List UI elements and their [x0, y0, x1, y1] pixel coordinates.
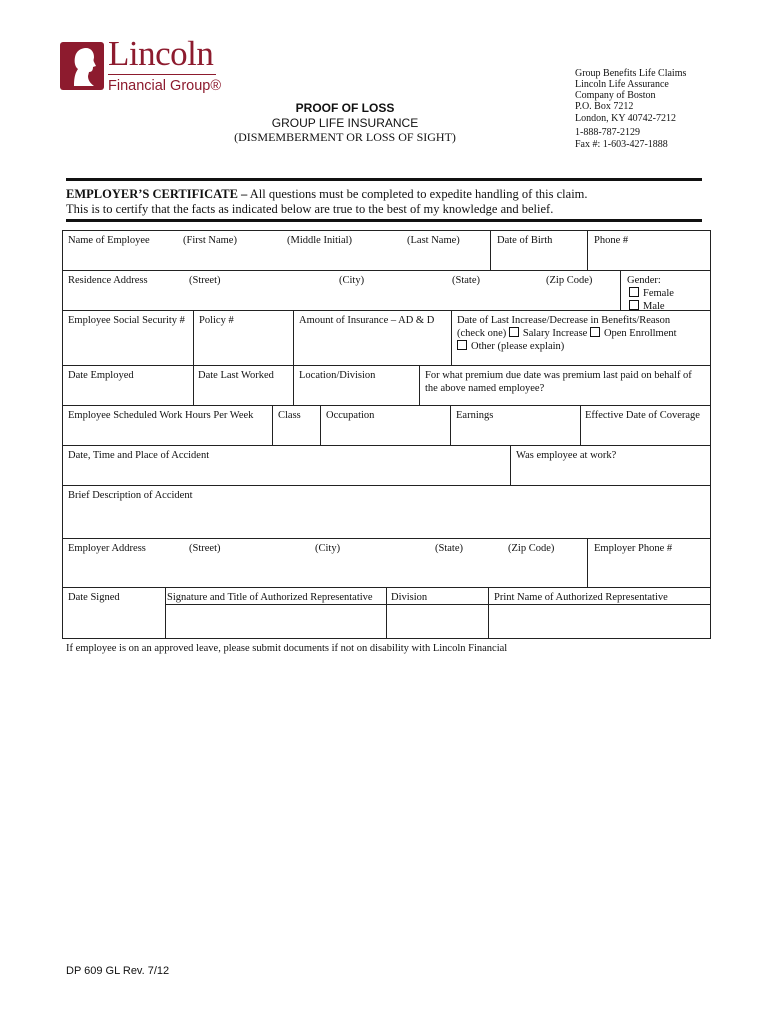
grid-line: [62, 638, 711, 639]
label-name-of-employee: Name of Employee: [68, 235, 150, 246]
label-earnings: Earnings: [456, 410, 494, 421]
form-number: DP 609 GL Rev. 7/12: [66, 965, 170, 977]
label-occupation: Occupation: [326, 410, 375, 421]
logo-subtitle: Financial Group®: [108, 78, 222, 94]
address-line: Company of Boston: [575, 90, 656, 101]
checkbox-salary-increase[interactable]: [509, 327, 519, 337]
label-was-at-work: Was employee at work?: [516, 450, 617, 461]
label-employer-city: (City): [315, 543, 341, 554]
certificate-heading-rest: All questions must be completed to expedite handling of this claim.: [247, 187, 588, 201]
checkbox-male[interactable]: [629, 300, 639, 310]
address-phone: 1-888-787-2129: [575, 127, 640, 138]
label-first-name: (First Name): [183, 235, 237, 246]
label-location-division: Location/Division: [299, 370, 376, 381]
label-residence-address: Residence Address: [68, 275, 148, 286]
grid-line: [587, 230, 588, 270]
label-female: Female: [643, 288, 674, 299]
label-check-one: (check one): [457, 328, 507, 339]
label-ssn: Employee Social Security #: [68, 315, 185, 326]
lincoln-logo-icon: [60, 42, 104, 90]
leave-note: If employee is on an approved leave, please submit documents if not on disability with Lincoln Financial: [66, 643, 508, 654]
logo-divider: [108, 74, 216, 75]
label-effective-date: Effective Date of Coverage: [585, 410, 700, 421]
certificate-heading-bold: EMPLOYER’S CERTIFICATE –: [66, 187, 248, 201]
certificate-heading: [66, 187, 588, 202]
checkbox-female[interactable]: [629, 287, 639, 297]
address-line: P.O. Box 7212: [575, 101, 634, 112]
divider: [66, 219, 702, 222]
label-date-employed: Date Employed: [68, 370, 134, 381]
label-gender: Gender:: [627, 275, 661, 286]
divider: [66, 178, 702, 181]
grid-line: [587, 538, 588, 587]
grid-line: [62, 230, 63, 639]
label-last-increase: Date of Last Increase/Decrease in Benefits/Reason: [457, 315, 671, 326]
label-premium-due: For what premium due date was premium last paid on behalf of: [425, 370, 692, 381]
checkbox-other[interactable]: [457, 340, 467, 350]
other-option[interactable]: [452, 337, 569, 356]
grid-line: [490, 230, 491, 270]
label-middle-initial: (Middle Initial): [287, 235, 353, 246]
label-employer-zip: (Zip Code): [508, 543, 555, 554]
grid-line: [62, 270, 711, 271]
label-salary-increase: Salary Increase: [522, 328, 588, 339]
label-state: (State): [452, 275, 480, 286]
label-signature-title: Signature and Title of Authorized Representative: [167, 592, 373, 603]
label-male: Male: [643, 301, 665, 312]
certificate-statement: This is to certify that the facts as indicated below are true to the best of my knowledge and belief.: [66, 202, 554, 216]
form-subtitle: GROUP LIFE INSURANCE: [271, 116, 419, 130]
label-street: (Street): [189, 275, 221, 286]
label-date-of-birth: Date of Birth: [497, 235, 553, 246]
label-scheduled-hours: Employee Scheduled Work Hours Per Week: [68, 410, 254, 421]
label-class: Class: [278, 410, 301, 421]
label-employer-phone: Employer Phone #: [594, 543, 673, 554]
address-line: Group Benefits Life Claims: [575, 68, 687, 79]
label-premium-due-2: the above named employee?: [425, 383, 545, 394]
label-print-name: Print Name of Authorized Representative: [494, 592, 668, 603]
label-phone: Phone #: [594, 235, 629, 246]
label-division: Division: [391, 592, 428, 603]
label-other: Other (please explain): [471, 341, 565, 352]
label-amount-of-insurance: Amount of Insurance – AD & D: [299, 315, 435, 326]
label-date-time-place: Date, Time and Place of Accident: [68, 450, 210, 461]
label-last-name: (Last Name): [407, 235, 460, 246]
logo-brand: Lincoln: [108, 34, 214, 73]
label-zip-code: (Zip Code): [546, 275, 593, 286]
form-title: PROOF OF LOSS: [295, 101, 395, 115]
label-brief-description: Brief Description of Accident: [68, 490, 193, 501]
label-employer-state: (State): [435, 543, 463, 554]
grid-line: [710, 230, 711, 639]
address-fax: Fax #: 1-603-427-1888: [575, 139, 668, 150]
address-line: London, KY 40742-7212: [575, 113, 677, 124]
grid-line: [620, 270, 621, 310]
label-city: (City): [339, 275, 365, 286]
form-subtitle-2: (DISMEMBERMENT OR LOSS OF SIGHT): [234, 130, 456, 144]
label-policy: Policy #: [199, 315, 234, 326]
label-date-signed: Date Signed: [68, 592, 120, 603]
label-employer-address: Employer Address: [68, 543, 146, 554]
checkbox-open-enrollment[interactable]: [590, 327, 600, 337]
label-open-enrollment: Open Enrollment: [603, 328, 677, 339]
label-employer-street: (Street): [189, 543, 221, 554]
address-line: Lincoln Life Assurance: [575, 79, 669, 90]
label-date-last-worked: Date Last Worked: [198, 370, 274, 381]
